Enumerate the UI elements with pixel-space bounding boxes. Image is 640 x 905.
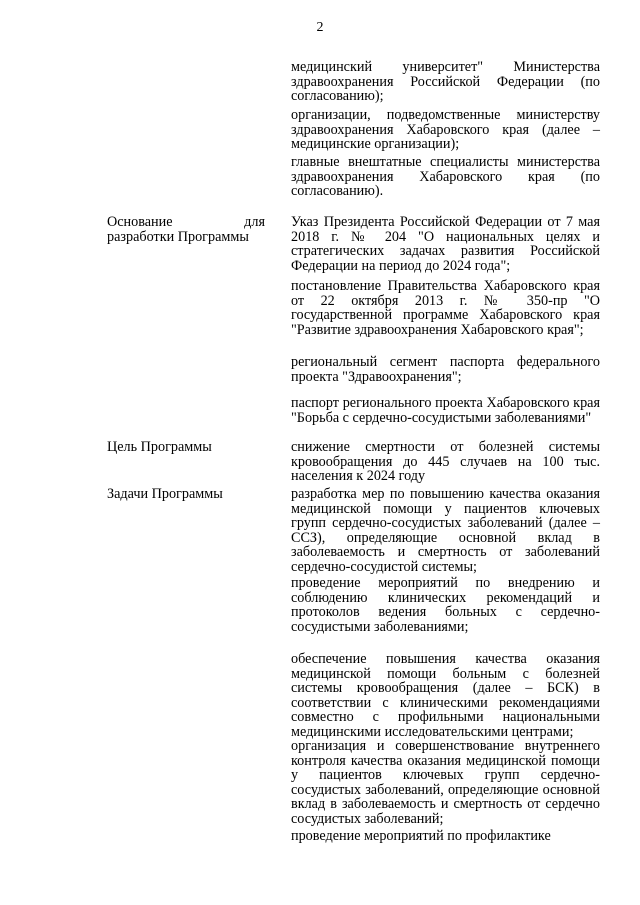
goal-item-1: снижение смертности от болезней системы кровообращения до 445 случаев на 100 тыс. населения к 2024 году	[291, 439, 600, 484]
section-label-goal: Цель Программы	[107, 439, 212, 455]
participant-item-3: главные внештатные специалисты министерства здравоохранения Хабаровского края (по согласованию).	[291, 154, 600, 199]
participant-item-1: медицинский университет" Министерства здравоохранения Российской Федерации (по согласованию);	[291, 59, 600, 104]
section-label-basis: Основание для разработки Программы	[107, 214, 265, 245]
basis-item-4: паспорт регионального проекта Хабаровского края "Борьба с сердечно-сосудистыми заболеваниями"	[291, 395, 600, 426]
task-item-3: обеспечение повышения качества оказания медицинской помощи больным с болезней системы кровообращения (далее – БСК) в соответствии с клиническими рекомендациями совместно с профильными национальными медицинскими исследовательскими центрами;	[291, 651, 600, 740]
section-label-tasks: Задачи Программы	[107, 486, 223, 502]
task-item-1: разработка мер по повышению качества оказания медицинской помощи у пациентов ключевых групп сердечно-сосудистых заболеваний (далее – ССЗ), определяющие основной вклад в заболеваемость и смертность от заболеваний сердечно-сосудистой системы;	[291, 486, 600, 575]
basis-item-3: региональный сегмент паспорта федерального проекта "Здравоохранения";	[291, 354, 600, 385]
task-item-4: организация и совершенствование внутреннего контроля качества оказания медицинской помощи у пациентов ключевых групп сердечно-сосудистых заболеваний, определяющие основной вклад в заболеваемость и смертность от сердечно сосудистых заболеваний;	[291, 738, 600, 827]
page-number: 2	[316, 20, 324, 35]
basis-item-2: постановление Правительства Хабаровского края от 22 октября 2013 г. № 350-пр "О государственной программе Хабаровского края "Развитие здравоохранения Хабаровского края";	[291, 278, 600, 338]
basis-item-1: Указ Президента Российской Федерации от 7 мая 2018 г. № 204 "О национальных целях и стратегических задачах развития Российской Федерации на период до 2024 года";	[291, 214, 600, 274]
task-item-2: проведение мероприятий по внедрению и соблюдению клинических рекомендаций и протоколов ведения больных с сердечно-сосудистыми заболеваниями;	[291, 575, 600, 635]
task-item-5: проведение мероприятий по профилактике	[291, 828, 551, 844]
participant-item-2: организации, подведомственные министерству здравоохранения Хабаровского края (далее – медицинские организации);	[291, 107, 600, 152]
